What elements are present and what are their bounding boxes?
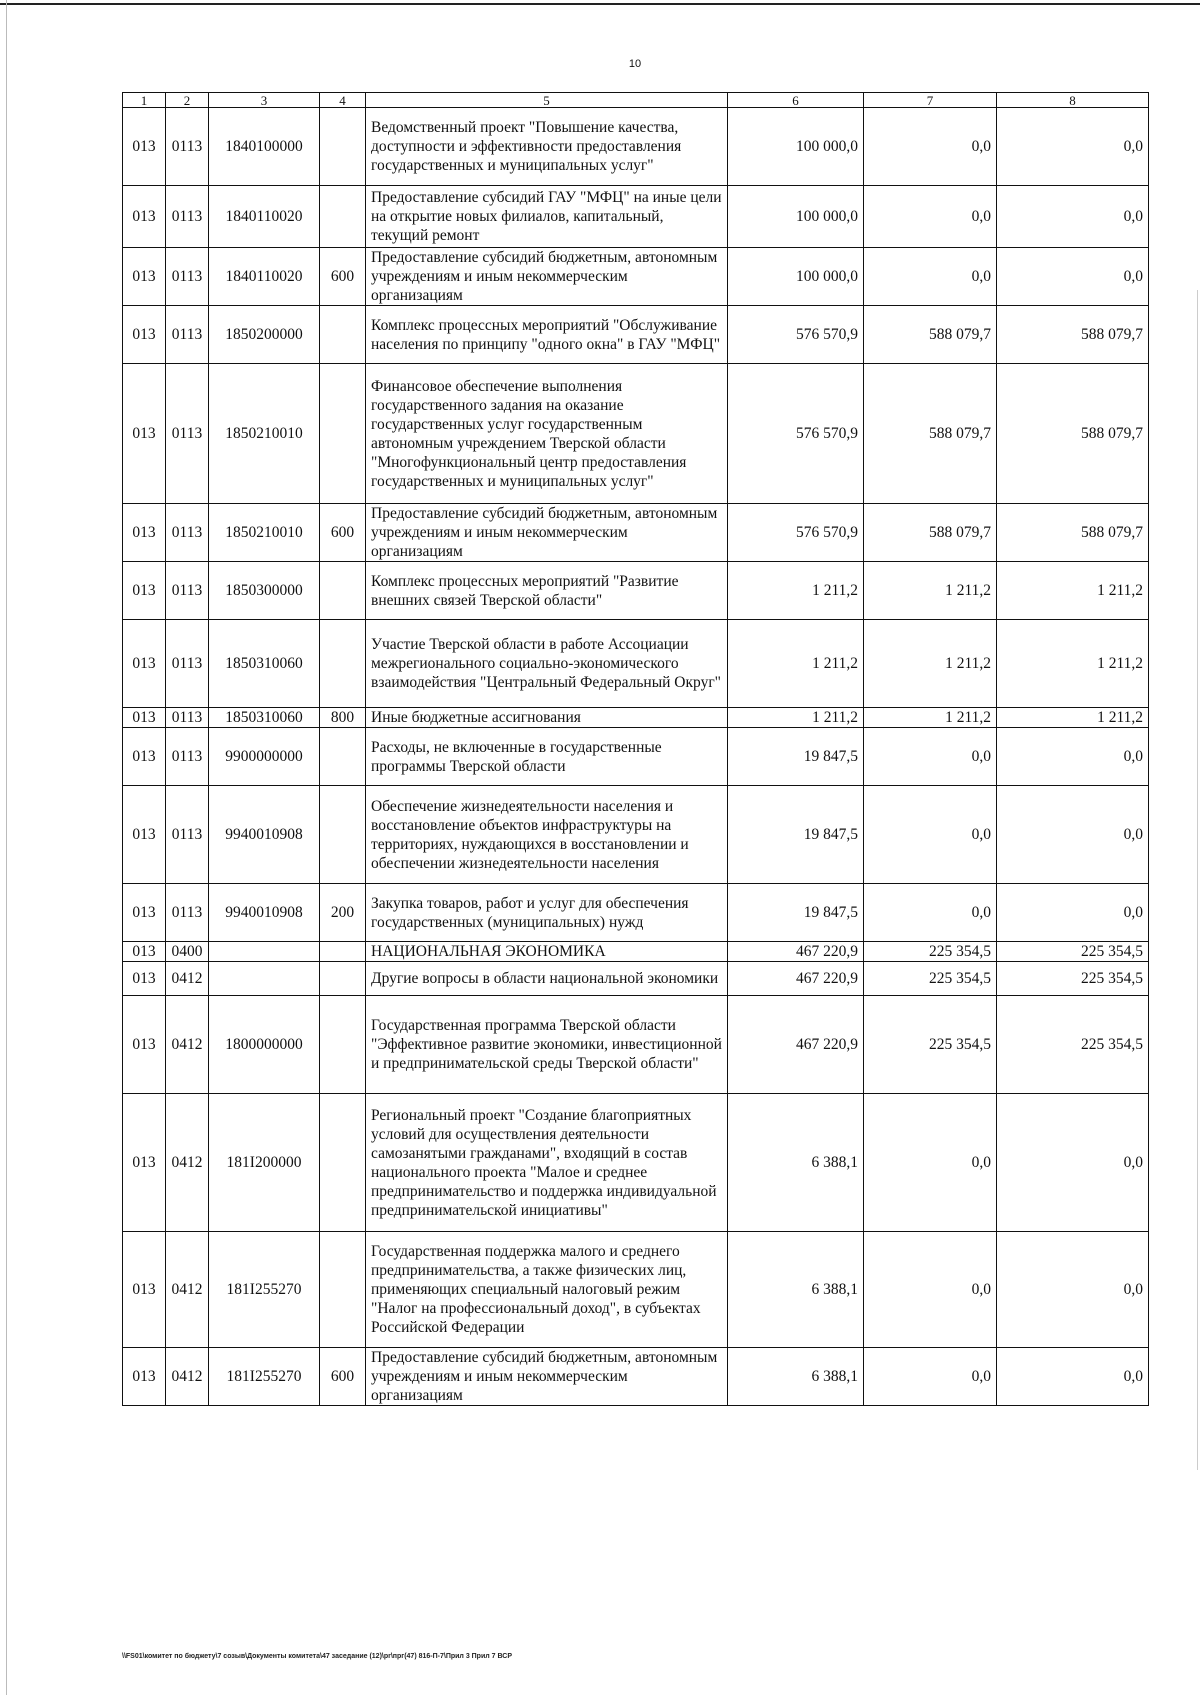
cell-amount-year3: 0,0 (997, 1348, 1149, 1406)
cell-section-code: 0113 (166, 884, 209, 942)
cell-amount-year2: 225 354,5 (864, 996, 997, 1094)
cell-expense-type (320, 996, 366, 1094)
cell-section-code: 0412 (166, 962, 209, 996)
cell-amount-year3: 1 211,2 (997, 708, 1149, 728)
cell-description: Предоставление субсидий бюджетным, автономным учреждениям и иным некоммерческим организациям (366, 1348, 728, 1406)
cell-description: НАЦИОНАЛЬНАЯ ЭКОНОМИКА (366, 942, 728, 962)
table-row (123, 884, 1149, 942)
cell-description: Комплекс процессных мероприятий "Обслуживание населения по принципу "одного окна" в ГАУ "МФЦ" (366, 306, 728, 364)
cell-description: Предоставление субсидий ГАУ "МФЦ" на иные цели на открытие новых филиалов, капитальный, текущий ремонт (366, 186, 728, 248)
cell-description: Предоставление субсидий бюджетным, автономным учреждениям и иным некоммерческим организациям (366, 248, 728, 306)
table-row (123, 108, 1149, 186)
cell-description: Иные бюджетные ассигнования (366, 708, 728, 728)
cell-expense-type (320, 108, 366, 186)
cell-description: Ведомственный проект "Повышение качества, доступности и эффективности предоставления государственных и муниципальных услуг" (366, 108, 728, 186)
table-row (123, 562, 1149, 620)
cell-amount-year1: 576 570,9 (728, 504, 864, 562)
cell-expense-type (320, 562, 366, 620)
table-row (123, 1348, 1149, 1406)
cell-amount-year3: 0,0 (997, 884, 1149, 942)
cell-description: Региональный проект "Создание благоприятных условий для осуществления деятельности самозанятыми гражданами", входящий в состав национального проекта "Малое и среднее предпринимательство и поддержка индивидуальной предпринимательской инициативы" (366, 1094, 728, 1232)
cell-expense-type: 600 (320, 504, 366, 562)
cell-amount-year3: 0,0 (997, 1232, 1149, 1348)
cell-amount-year3: 0,0 (997, 108, 1149, 186)
cell-admin-code: 013 (123, 996, 166, 1094)
cell-target-article: 181I255270 (209, 1348, 320, 1406)
cell-target-article: 1840110020 (209, 248, 320, 306)
cell-target-article: 1850310060 (209, 620, 320, 708)
cell-target-article: 9940010908 (209, 786, 320, 884)
cell-description: Закупка товаров, работ и услуг для обеспечения государственных (муниципальных) нужд (366, 884, 728, 942)
cell-amount-year3: 225 354,5 (997, 962, 1149, 996)
column-header: 5 (366, 93, 728, 108)
cell-section-code: 0113 (166, 562, 209, 620)
cell-description: Комплекс процессных мероприятий "Развитие внешних связей Тверской области" (366, 562, 728, 620)
table-row (123, 186, 1149, 248)
cell-amount-year3: 0,0 (997, 786, 1149, 884)
cell-admin-code: 013 (123, 306, 166, 364)
left-border-line (6, 0, 7, 1695)
table-row (123, 786, 1149, 884)
cell-section-code: 0412 (166, 1232, 209, 1348)
cell-target-article: 1850300000 (209, 562, 320, 620)
cell-description: Предоставление субсидий бюджетным, автономным учреждениям и иным некоммерческим организациям (366, 504, 728, 562)
table-row (123, 1232, 1149, 1348)
cell-target-article: 1800000000 (209, 996, 320, 1094)
cell-admin-code: 013 (123, 186, 166, 248)
cell-amount-year3: 0,0 (997, 1094, 1149, 1232)
cell-amount-year3: 1 211,2 (997, 620, 1149, 708)
table-row (123, 728, 1149, 786)
cell-amount-year1: 467 220,9 (728, 962, 864, 996)
table-row (123, 248, 1149, 306)
cell-amount-year3: 588 079,7 (997, 364, 1149, 504)
cell-amount-year2: 1 211,2 (864, 708, 997, 728)
cell-amount-year1: 1 211,2 (728, 562, 864, 620)
table-row (123, 504, 1149, 562)
cell-section-code: 0113 (166, 364, 209, 504)
cell-amount-year3: 0,0 (997, 186, 1149, 248)
cell-section-code: 0113 (166, 786, 209, 884)
cell-target-article: 1840100000 (209, 108, 320, 186)
cell-expense-type (320, 942, 366, 962)
cell-admin-code: 013 (123, 620, 166, 708)
cell-amount-year1: 100 000,0 (728, 248, 864, 306)
cell-expense-type (320, 1094, 366, 1232)
cell-expense-type (320, 728, 366, 786)
cell-amount-year2: 0,0 (864, 1348, 997, 1406)
cell-amount-year3: 225 354,5 (997, 996, 1149, 1094)
cell-target-article: 1850210010 (209, 364, 320, 504)
cell-amount-year1: 467 220,9 (728, 996, 864, 1094)
cell-amount-year1: 467 220,9 (728, 942, 864, 962)
cell-amount-year1: 19 847,5 (728, 728, 864, 786)
cell-amount-year1: 100 000,0 (728, 186, 864, 248)
right-border-line (1197, 290, 1198, 1470)
cell-target-article: 1850200000 (209, 306, 320, 364)
cell-admin-code: 013 (123, 942, 166, 962)
table-body (123, 108, 1149, 1406)
cell-expense-type (320, 364, 366, 504)
column-header: 7 (864, 93, 997, 108)
cell-amount-year1: 576 570,9 (728, 306, 864, 364)
table-row (123, 620, 1149, 708)
column-header: 4 (320, 93, 366, 108)
cell-expense-type (320, 620, 366, 708)
cell-description: Расходы, не включенные в государственные программы Тверской области (366, 728, 728, 786)
table-header-row (123, 93, 1149, 108)
cell-amount-year3: 1 211,2 (997, 562, 1149, 620)
cell-amount-year2: 0,0 (864, 108, 997, 186)
cell-expense-type (320, 1232, 366, 1348)
cell-section-code: 0113 (166, 248, 209, 306)
cell-amount-year2: 1 211,2 (864, 620, 997, 708)
table-row (123, 708, 1149, 728)
cell-section-code: 0113 (166, 620, 209, 708)
cell-amount-year1: 6 388,1 (728, 1094, 864, 1232)
cell-section-code: 0113 (166, 108, 209, 186)
table-row (123, 996, 1149, 1094)
cell-section-code: 0113 (166, 708, 209, 728)
cell-amount-year1: 100 000,0 (728, 108, 864, 186)
column-header: 6 (728, 93, 864, 108)
cell-amount-year2: 0,0 (864, 884, 997, 942)
cell-admin-code: 013 (123, 364, 166, 504)
cell-amount-year3: 588 079,7 (997, 306, 1149, 364)
cell-description: Государственная поддержка малого и среднего предпринимательства, а также физических лиц, применяющих специальный налоговый режим "Налог на профессиональный доход", в субъектах Российской Федерации (366, 1232, 728, 1348)
cell-section-code: 0113 (166, 728, 209, 786)
cell-expense-type: 800 (320, 708, 366, 728)
table-row (123, 942, 1149, 962)
cell-admin-code: 013 (123, 248, 166, 306)
cell-amount-year2: 225 354,5 (864, 942, 997, 962)
column-header: 8 (997, 93, 1149, 108)
cell-admin-code: 013 (123, 728, 166, 786)
cell-expense-type (320, 962, 366, 996)
cell-amount-year2: 588 079,7 (864, 504, 997, 562)
cell-amount-year1: 1 211,2 (728, 708, 864, 728)
cell-target-article: 1850310060 (209, 708, 320, 728)
cell-amount-year1: 19 847,5 (728, 884, 864, 942)
cell-amount-year3: 225 354,5 (997, 942, 1149, 962)
cell-section-code: 0412 (166, 1348, 209, 1406)
cell-expense-type (320, 786, 366, 884)
cell-target-article: 181I255270 (209, 1232, 320, 1348)
cell-description: Обеспечение жизнедеятельности населения и восстановление объектов инфраструктуры на территориях, нуждающихся в восстановлении и обеспечении жизнедеятельности населения (366, 786, 728, 884)
cell-admin-code: 013 (123, 1094, 166, 1232)
cell-amount-year2: 225 354,5 (864, 962, 997, 996)
table-row (123, 306, 1149, 364)
cell-admin-code: 013 (123, 708, 166, 728)
cell-target-article: 1850210010 (209, 504, 320, 562)
cell-section-code: 0113 (166, 306, 209, 364)
cell-section-code: 0400 (166, 942, 209, 962)
cell-target-article: 9900000000 (209, 728, 320, 786)
cell-admin-code: 013 (123, 1232, 166, 1348)
table-row (123, 364, 1149, 504)
cell-section-code: 0113 (166, 504, 209, 562)
cell-target-article (209, 942, 320, 962)
cell-admin-code: 013 (123, 786, 166, 884)
cell-section-code: 0412 (166, 996, 209, 1094)
table-row (123, 1094, 1149, 1232)
cell-target-article: 1840110020 (209, 186, 320, 248)
table-row (123, 962, 1149, 996)
column-header: 1 (123, 93, 166, 108)
cell-expense-type (320, 306, 366, 364)
cell-expense-type: 200 (320, 884, 366, 942)
cell-section-code: 0113 (166, 186, 209, 248)
cell-admin-code: 013 (123, 962, 166, 996)
cell-amount-year1: 576 570,9 (728, 364, 864, 504)
cell-amount-year3: 588 079,7 (997, 504, 1149, 562)
cell-expense-type: 600 (320, 248, 366, 306)
cell-description: Участие Тверской области в работе Ассоциации межрегионального социально-экономического взаимодействия "Центральный Федеральный Округ" (366, 620, 728, 708)
cell-amount-year2: 0,0 (864, 1094, 997, 1232)
cell-expense-type: 600 (320, 1348, 366, 1406)
cell-admin-code: 013 (123, 562, 166, 620)
cell-expense-type (320, 186, 366, 248)
column-header: 2 (166, 93, 209, 108)
cell-amount-year2: 1 211,2 (864, 562, 997, 620)
cell-amount-year1: 19 847,5 (728, 786, 864, 884)
cell-amount-year3: 0,0 (997, 248, 1149, 306)
footer-file-path: \\FS01\комитет по бюджету\7 созыв\Документы комитета\47 заседание (12)\pr\прг(47) 816-П-7\Прил 3 Прил 7 ВСР (122, 1653, 513, 1660)
page-number: 10 (628, 58, 642, 70)
cell-admin-code: 013 (123, 884, 166, 942)
cell-admin-code: 013 (123, 504, 166, 562)
cell-amount-year2: 0,0 (864, 186, 997, 248)
cell-target-article: 181I200000 (209, 1094, 320, 1232)
cell-amount-year1: 1 211,2 (728, 620, 864, 708)
cell-amount-year2: 588 079,7 (864, 364, 997, 504)
cell-amount-year1: 6 388,1 (728, 1348, 864, 1406)
cell-amount-year2: 588 079,7 (864, 306, 997, 364)
cell-description: Государственная программа Тверской области "Эффективное развитие экономики, инвестиционной и предпринимательской среды Тверской области" (366, 996, 728, 1094)
column-header: 3 (209, 93, 320, 108)
cell-section-code: 0412 (166, 1094, 209, 1232)
top-border-line (0, 3, 1200, 5)
cell-amount-year2: 0,0 (864, 728, 997, 786)
cell-amount-year3: 0,0 (997, 728, 1149, 786)
cell-admin-code: 013 (123, 108, 166, 186)
cell-target-article (209, 962, 320, 996)
cell-amount-year1: 6 388,1 (728, 1232, 864, 1348)
cell-target-article: 9940010908 (209, 884, 320, 942)
cell-description: Финансовое обеспечение выполнения государственного задания на оказание государственных услуг государственным автономным учреждением Тверской области "Многофункциональный центр предоставления государственных и муниципальных услуг" (366, 364, 728, 504)
cell-amount-year2: 0,0 (864, 786, 997, 884)
cell-amount-year2: 0,0 (864, 1232, 997, 1348)
budget-table (122, 92, 1149, 1406)
cell-admin-code: 013 (123, 1348, 166, 1406)
cell-amount-year2: 0,0 (864, 248, 997, 306)
cell-description: Другие вопросы в области национальной экономики (366, 962, 728, 996)
